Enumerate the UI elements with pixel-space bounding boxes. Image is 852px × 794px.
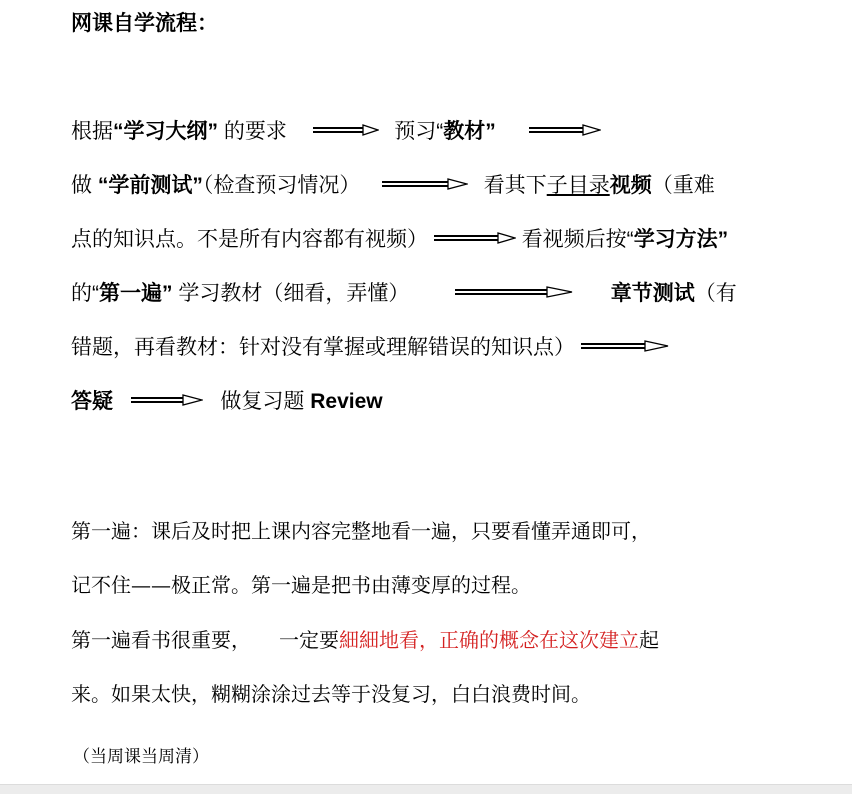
doc-title: [71, 11, 218, 37]
weekly-note: [73, 744, 209, 770]
chapter-test-term: 章节测试: [610, 282, 695, 305]
text: （检查预习情况）: [202, 174, 361, 197]
para2-line-1: [71, 627, 659, 653]
text: 看其下: [483, 174, 547, 197]
text: 起: [639, 628, 659, 652]
text: （重难: [651, 174, 715, 197]
text: 的“: [71, 282, 99, 305]
text: 做: [71, 174, 98, 197]
double-arrow-icon: [131, 394, 203, 406]
text: （当周课当周清）: [73, 747, 209, 767]
text: 做复习题: [220, 390, 311, 413]
text: 一定要: [279, 628, 339, 652]
text: 看视频后按“: [521, 228, 634, 251]
first-pass-term: 第一遍”: [99, 282, 173, 305]
text: 根据: [71, 120, 113, 143]
subdirectory-link[interactable]: 子目录: [546, 174, 610, 197]
flow-line-1: [71, 119, 601, 145]
qa-term: 答疑: [71, 390, 113, 413]
flow-line-2: [71, 173, 715, 199]
doc-title-text: 网课自学流程：: [71, 12, 218, 35]
flow-line-3: [71, 227, 728, 253]
para1-line-2: [71, 572, 531, 598]
flow-line-5: [71, 335, 669, 361]
text: 来。如果太快，糊糊涂涂过去等于没复习，白白浪费时间。: [71, 682, 591, 706]
double-arrow-icon: [529, 124, 601, 136]
review-term: Review: [310, 390, 383, 413]
text: 错题，再看教材：针对没有掌握或理解错误的知识点）: [71, 336, 575, 359]
method-term: 学习方法”: [633, 228, 729, 251]
flow-line-6: [71, 389, 383, 415]
double-arrow-icon: [455, 286, 573, 298]
textbook-term: 教材”: [443, 120, 496, 143]
double-arrow-icon: [581, 340, 669, 352]
text: 学习教材（细看，弄懂）: [172, 282, 410, 305]
text: 点的知识点。不是所有内容都有视频）: [71, 228, 428, 251]
text: 第一遍：课后及时把上课内容完整地看一遍，只要看懂弄通即可，: [71, 519, 651, 543]
para1-line-1: [71, 518, 651, 544]
emphasis-text: 細細地看，正确的概念在这次建立: [339, 628, 639, 652]
double-arrow-icon: [434, 232, 516, 244]
text: （有: [694, 282, 737, 305]
syllabus-term: “学习大纲”: [113, 120, 218, 143]
text: 预习“: [394, 120, 444, 143]
text: 第一遍看书很重要，: [71, 628, 251, 652]
double-arrow-icon: [313, 124, 379, 136]
para2-line-2: [71, 681, 591, 707]
text: 的要求: [218, 120, 287, 143]
flow-line-4: [71, 281, 737, 307]
double-arrow-icon: [382, 178, 468, 190]
pretest-term: “学前测试”: [97, 174, 203, 197]
text: 记不住——极正常。第一遍是把书由薄变厚的过程。: [71, 573, 531, 597]
video-term: 视频: [609, 174, 652, 197]
